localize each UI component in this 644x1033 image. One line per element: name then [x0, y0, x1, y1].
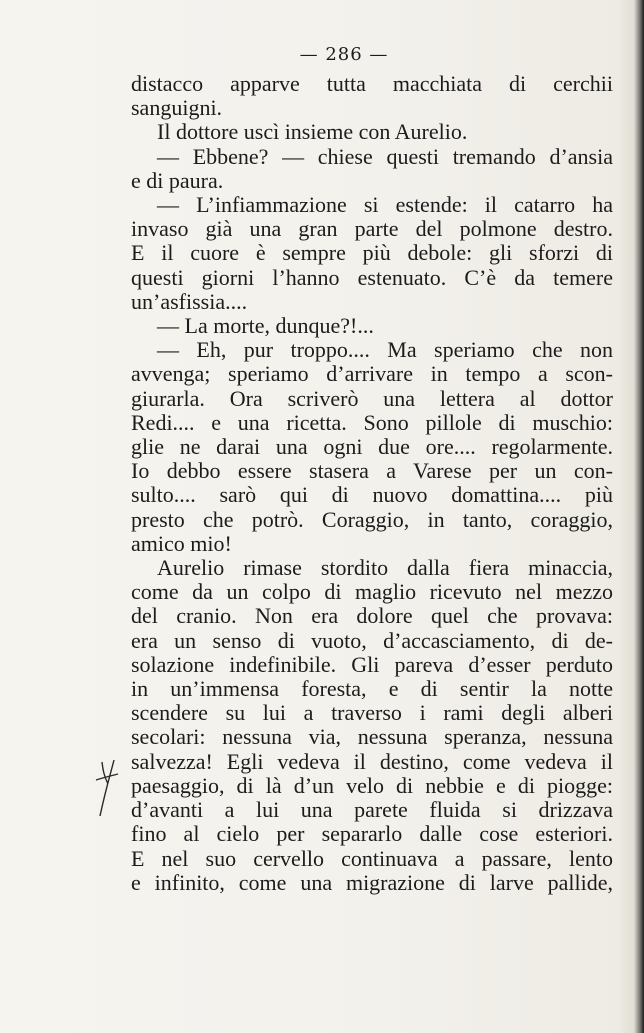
text-line: presto che potrò. Coraggio, in tanto, coraggio,	[131, 506, 613, 532]
text-line: — L’infiammazione si estende: il catarro ha	[157, 192, 613, 218]
text-line: fino al cielo per separarlo dalle cose esteriori.	[131, 821, 613, 847]
text-line: secolari: nessuna via, nessuna speranza, nessuna	[131, 724, 613, 750]
text-line: un’asfissia....	[131, 288, 248, 314]
text-line: e di paura.	[131, 167, 224, 193]
text-line: invaso già una gran parte del polmone destro.	[131, 216, 613, 242]
page-edge-shadow	[634, 0, 644, 1033]
text-line: Redi.... e una ricetta. Sono pillole di muschio:	[131, 409, 613, 435]
text-line: in un’immensa foresta, e di sentir la notte	[131, 676, 613, 702]
text-line: amico mio!	[131, 530, 232, 556]
text-line: e infinito, come una migrazione di larve pallide,	[131, 869, 613, 895]
text-line: del cranio. Non era dolore quel che provava:	[131, 603, 613, 629]
text-line: questi giorni l’hanno estenuato. C’è da temere	[131, 264, 613, 290]
text-line: Aurelio rimase stordito dalla fiera minaccia,	[157, 555, 613, 581]
handwritten-margin-mark	[92, 758, 122, 820]
text-line: scendere su lui a traverso i rami degli alberi	[131, 700, 613, 726]
text-line: sulto.... sarò qui di nuovo domattina.... più	[131, 482, 613, 508]
text-line: come da un colpo di maglio ricevuto nel mezzo	[131, 579, 613, 605]
text-line: E nel suo cervello continuava a passare, lento	[131, 845, 613, 871]
text-line: avvenga; speriamo d’arrivare in tempo a scon-	[131, 361, 613, 387]
body-text	[131, 72, 613, 895]
text-line: distacco apparve tutta macchiata di cerchii	[131, 71, 613, 96]
text-line: solazione indefinibile. Gli pareva d’esser perduto	[131, 651, 613, 677]
text-line: — Ebbene? — chiese questi tremando d’ansia	[157, 143, 613, 169]
text-line: giurarla. Ora scriverò una lettera al dottor	[131, 385, 613, 411]
text-line: — Eh, pur troppo.... Ma speriamo che non	[157, 337, 613, 363]
text-line: E il cuore è sempre più debole: gli sforzi di	[131, 240, 613, 266]
text-line: salvezza! Egli vedeva il destino, come vedeva il	[131, 748, 613, 774]
text-line: sanguigni.	[131, 95, 223, 121]
text-line: d’avanti a lui una parete fluida si drizzava	[131, 797, 613, 823]
page-number: — 286 —	[299, 44, 389, 65]
text-line: Il dottore uscì insieme con Aurelio.	[157, 119, 468, 145]
text-line: — La morte, dunque?!...	[157, 313, 374, 339]
text-line: era un senso di vuoto, d’accasciamento, di de-	[131, 627, 613, 653]
text-line: Io debbo essere stasera a Varese per un con-	[131, 458, 613, 484]
text-line: glie ne darai una ogni due ore.... regolarmente.	[131, 434, 613, 460]
text-line: paesaggio, di là d’un velo di nebbie e di piogge:	[131, 772, 613, 798]
